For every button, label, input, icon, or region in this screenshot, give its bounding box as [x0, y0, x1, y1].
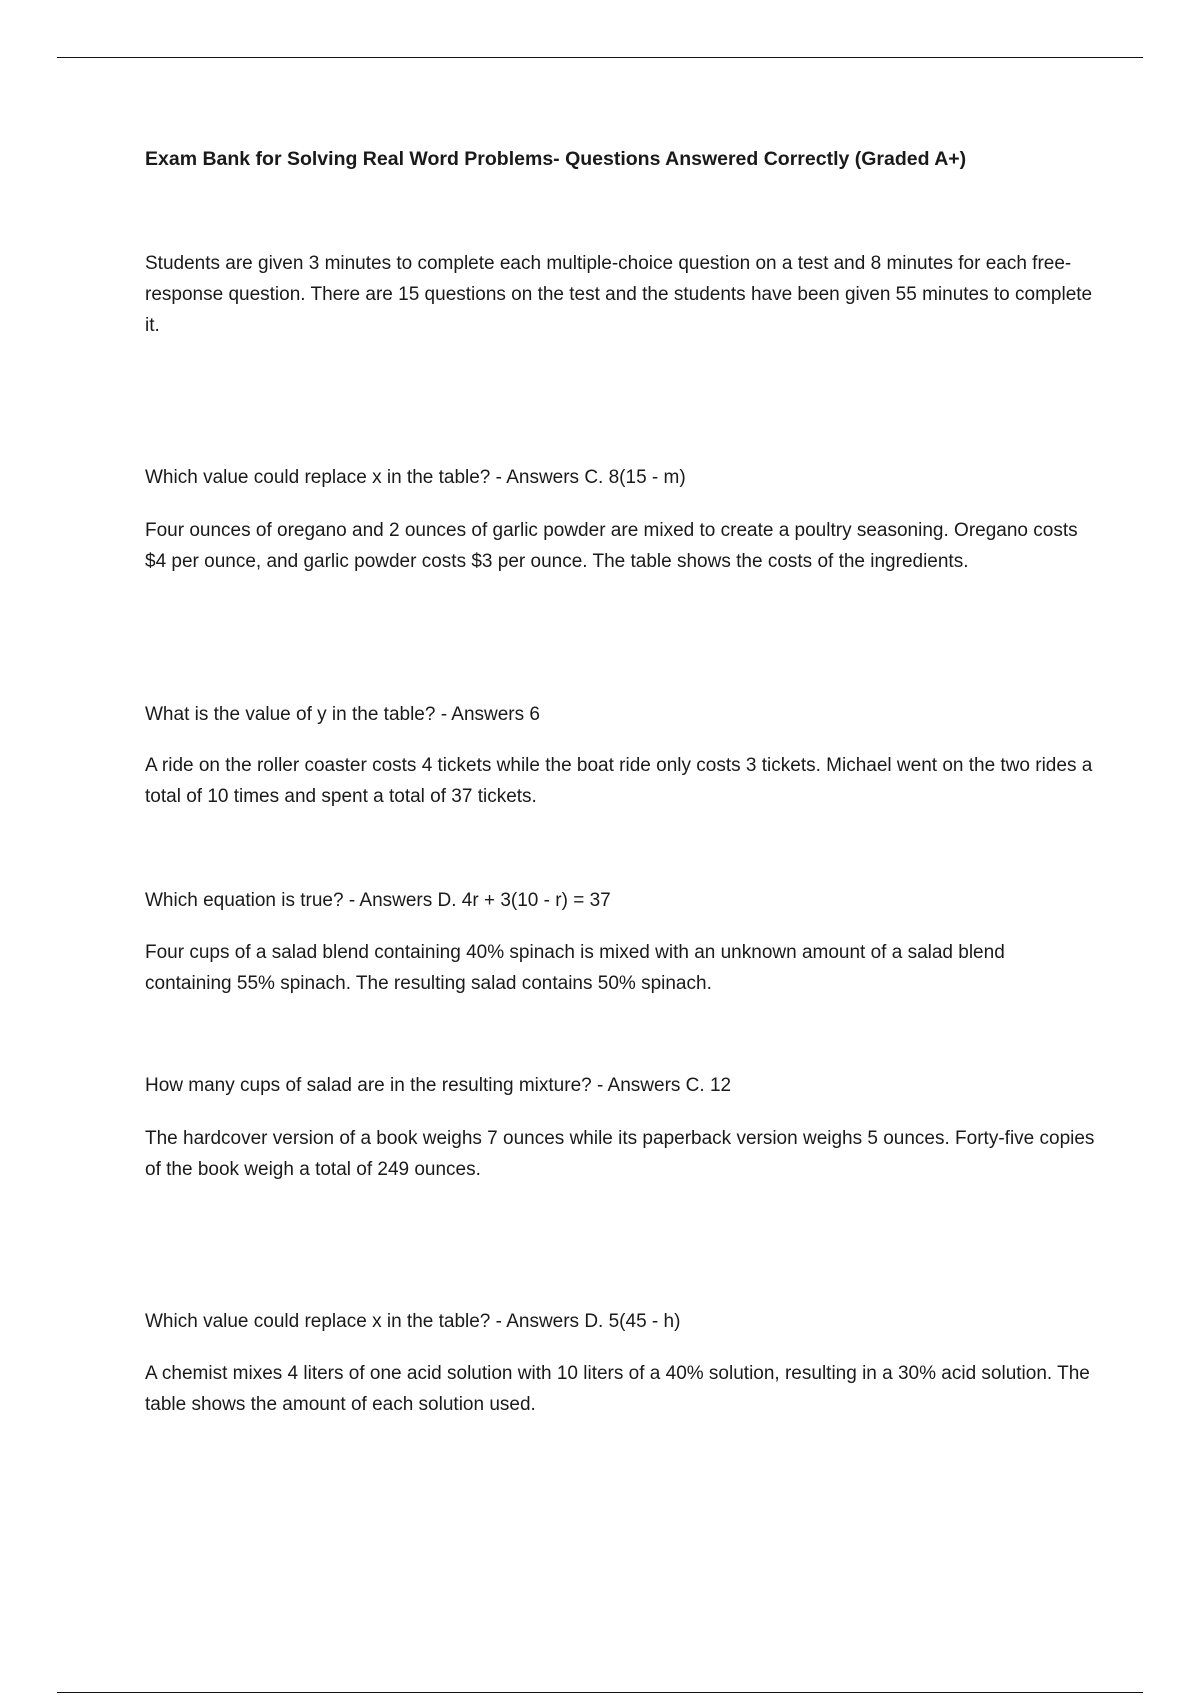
question-answer-2: What is the value of y in the table? - Answers 6 — [145, 704, 540, 725]
document-title: Exam Bank for Solving Real Word Problems- Questions Answered Correctly (Graded A+) — [145, 148, 967, 170]
problem-paragraph-1: Four ounces of oregano and 2 ounces of garlic powder are mixed to create a poultry seasoning. Oregano costs $4 per ounce, and garlic powder costs $3 per ounce. The table shows the costs of the ingredients. — [145, 520, 1078, 572]
question-answer-4: How many cups of salad are in the resulting mixture? - Answers C. 12 — [145, 1075, 732, 1096]
problem-paragraph-4: The hardcover version of a book weighs 7 ounces while its paperback version weighs 5 ounces. Forty-five copies of the book weigh a total of 249 ounces. — [145, 1128, 1095, 1180]
intro-paragraph: Students are given 3 minutes to complete each multiple-choice question on a test and 8 minutes for each free-response question. There are 15 questions on the test and the students have been given 55 minutes to complete it. — [145, 253, 1093, 336]
question-answer-1: Which value could replace x in the table? - Answers C. 8(15 - m) — [145, 467, 686, 488]
problem-paragraph-5: A chemist mixes 4 liters of one acid solution with 10 liters of a 40% solution, resulting in a 30% acid solution. The table shows the amount of each solution used. — [145, 1363, 1090, 1415]
header-rule — [57, 57, 1143, 58]
question-answer-3: Which equation is true? - Answers D. 4r + 3(10 - r) = 37 — [145, 890, 611, 911]
footer-rule — [57, 1692, 1143, 1693]
question-answer-5: Which value could replace x in the table? - Answers D. 5(45 - h) — [145, 1311, 681, 1332]
problem-paragraph-2: A ride on the roller coaster costs 4 tickets while the boat ride only costs 3 tickets. Michael went on the two rides a total of 10 times and spent a total of 37 tickets. — [145, 755, 1093, 807]
problem-paragraph-3: Four cups of a salad blend containing 40% spinach is mixed with an unknown amount of a salad blend containing 55% spinach. The resulting salad contains 50% spinach. — [145, 942, 1005, 994]
